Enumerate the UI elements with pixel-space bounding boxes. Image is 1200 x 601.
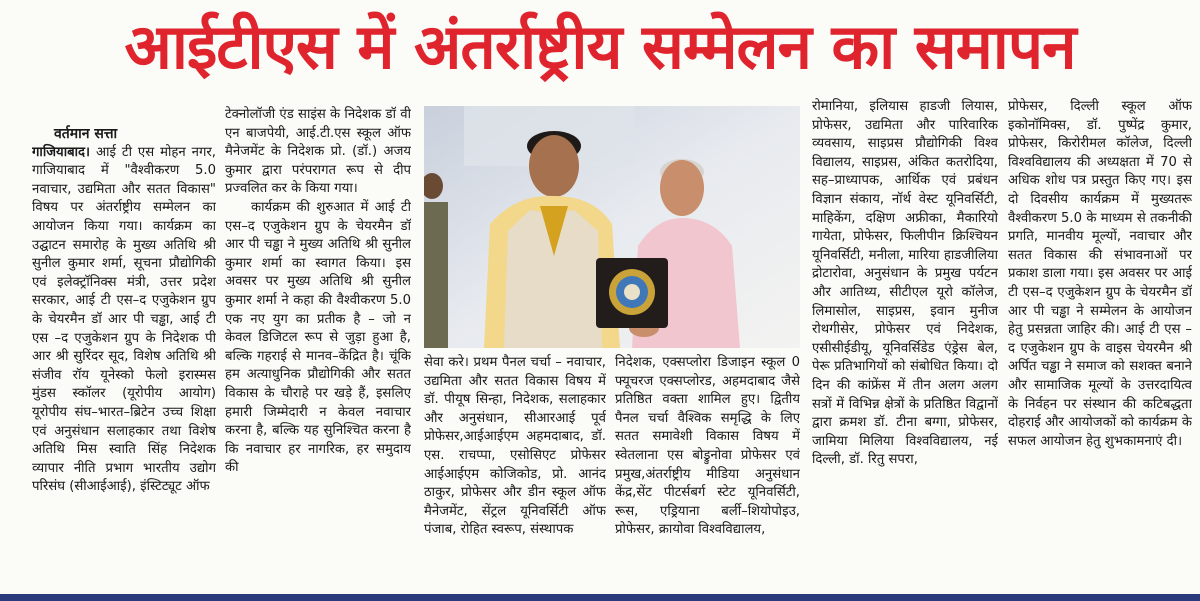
article-text-col4: निदेशक, एक्सप्लोरा डिजाइन स्कूल 0 फ्यूचरज एक्सप्लोरड, अहमदाबाद जैसे प्रतिष्ठित वक्ता शामिल हुए। द्वितीय पैनल चर्चा वैश्विक समृद्धि के लिए सतत समावेशी विकास विषय में स्वेतलाना एस बोड्रुनोवा प्रोफेसर एवं प्रमुख,अंतर्राष्ट्रीय मीडिया अनुसंधान केंद्र,सेंट पीटर्सबर्ग स्टेट यूनिवर्सिटी, रूस, एड्रियाना बर्ली–शियोपोइउ, प्रोफेसर, क्रायोवा विश्वविद्यालय, [615, 355, 800, 538]
article-column-2 [225, 106, 411, 593]
headline: आईटीएस में अंतर्राष्ट्रीय सम्मेलन का समापन [124, 10, 1076, 83]
news-photo [424, 106, 800, 348]
article-column-3 [424, 354, 606, 593]
article-column-4 [615, 354, 800, 593]
byline-source: वर्तमान सत्ता [54, 126, 118, 142]
article-column-5 [812, 98, 998, 593]
page-bottom-bar [0, 594, 1200, 601]
article-column-1 [32, 125, 216, 593]
article-text-col6: प्रोफेसर, दिल्ली स्कूल ऑफ इकोनॉमिक्स, डॉ. पुष्पेंद्र कुमार, प्रोफेसर, किरोरीमल कॉलेज, दिल्ली विश्वविद्यालय की अध्यक्षता में 70 से अधिक शोध पत्र प्रस्तुत किए गए। इस दो दिवसीय कार्यक्रम में मुख्यतरू वैश्वीकरण 5.0 के माध्यम से तकनीकी प्रगति, मानवीय मूल्यों, नवाचार और सतत विकास की संभावनाओं पर प्रकाश डाला गया। इस अवसर पर आई टी एस–द एजुकेशन ग्रुप के चेयरमैन डॉ आर पी चड्ढा ने सम्मेलन के आयोजन हेतु प्रसन्नता जाहिर की। आई टी एस –द एजुकेशन ग्रुप के वाइस चेयरमैन श्री अर्पित चड्ढा ने समाज को सशक्त बनाने और सामाजिक मूल्यों के उत्तरदायित्व के निर्वहन पर संस्थान की कटिबद्धता दोहराई और आयोजकों को कार्यक्रम के सफल आयोजन हेतु शुभकामनाएं दी। [1008, 99, 1192, 449]
article-column-6 [1008, 98, 1192, 593]
article-text-col2-p1: टेक्नोलॉजी एंड साइंस के निदेशक डॉ वी एन बाजपेयी, आई.टी.एस स्कूल ऑफ मैनेजमेंट के निदेशक प्रो. (डॉ.) अजय कुमार द्वारा परंपरागत रूप से दीप प्रज्वलित कर के किया गया। [225, 107, 411, 197]
award-ceremony-image [424, 106, 800, 348]
article-text-col2-p2: कार्यक्रम की शुरुआत में आई टी एस–द एजुकेशन ग्रुप के चेयरमैन डॉ आर पी चड्ढा ने मुख्य अतिथि श्री सुनील कुमार शर्मा का स्वागत किया। इस अवसर पर मुख्य अतिथि श्री सुनील कुमार शर्मा ने कहा की वैश्वीकरण 5.0 एक नए युग का प्रतीक है – जो न केवल डिजिटल रूप से जुड़ा हुआ है, बल्कि गहराई से मानव–केंद्रित है। चूंकि हम अत्याधुनिक प्रौद्योगिकी और सतत विकास के चौराहे पर खड़े हैं, इसलिए हमारी जिम्मेदारी न केवल नवाचार करना है, बल्कि यह सुनिश्चित करना है कि नवाचार हर नागरिक, हर समुदाय की [225, 199, 411, 476]
dateline-city: गाजियाबाद। [32, 144, 91, 160]
article-text-col1: आई टी एस मोहन नगर, गाजियाबाद में "वैश्वीकरण 5.0 नवाचार, उद्यमिता और सतत विकास" विषय पर अंतर्राष्ट्रीय सम्मेलन का आयोजन किया गया। कार्यक्रम का उद्घाटन समारोह के मुख्य अतिथि श्री सुनील कुमार शर्मा, सूचना प्रौद्योगिकी एवं इलेक्ट्रॉनिक्स मंत्री, उत्तर प्रदेश सरकार, आई टी एस–द एजुकेशन ग्रुप के चेयरमैन डॉ आर पी चड्ढा, आई टी एस –द एजुकेशन ग्रुप के निदेशक पी आर श्री सुरिंदर सूद, विशेष अतिथि श्री संजीव रॉय यूनेस्को फेलो इरास्मस मुंडस स्कॉलर (यूरोपीय आयोग) यूरोपीय संघ–भारत–ब्रिटेन उच्च शिक्षा एवं अनुसंधान सलाहकार तथा विशेष अतिथि मिस स्वाति सिंह निदेशक व्यापार नीति प्रभाग भारतीय उद्योग परिसंघ (सीआईआई), इंस्टिट्यूट ऑफ [32, 144, 216, 495]
article-text-col3: सेवा करे। प्रथम पैनल चर्चा – नवाचार, उद्यमिता और सतत विकास विषय में डॉ. पीयूष सिन्हा, निदेशक, सलाहकार और अनुसंधान, सीआरआई पूर्व प्रोफेसर,आईआईएम अहमदाबाद, डॉ. एस. राचप्पा, एसोसिएट प्रोफेसर आईआईएम कोजिकोड, प्रो. आनंद ठाकुर, प्रोफेसर और डीन स्कूल ऑफ मैनेजमेंट, सेंट्रल यूनिवर्सिटी ऑफ पंजाब, रोहित स्वरूप, संस्थापक [424, 355, 606, 538]
article-text-col5: रोमानिया, इलियास हाडजी लियास, प्रोफेसर, उद्यमिता और पारिवारिक व्यवसाय, साइप्रस प्रौद्योगिकी विश्व विद्यालय, साइप्रस, अंकित कतरोदिया, सह–प्राध्यापक, आर्थिक एवं प्रबंधन विज्ञान संकाय, नॉर्थ वेस्ट यूनिवर्सिटी, माहिकेंग, दक्षिण अफ्रीका, मैकारियो गायेता, प्रोफेसर, फिलीपीन क्रिश्चियन यूनिवर्सिटी, मनीला, मारिया हाडजीलिया द्रोटारोवा, अनुसंधान के प्रमुख पर्यटन और आतिथ्य, सीटीएल यूरो कॉलेज, लिमासोल, साइप्रस, इवान मुनीज रोथगीसेर, प्रोफेसर एवं निदेशक, एसीसीईडीयू, यूनिवर्सिडेड एंड्रेस बेल, पेरू प्रतिभागियों को संबोधित किया। दो दिन की कांफ्रेंस में तीन अलग अलग सत्रों में विभिन्न क्षेत्रों के प्रतिष्ठित विद्वानों द्वारा क्रमश डॉ. टीना बग्गा, प्रोफेसर, जामिया मिलिया विश्वविद्यालय, नई दिल्ली, डॉ. रितु सपरा, [812, 99, 998, 468]
